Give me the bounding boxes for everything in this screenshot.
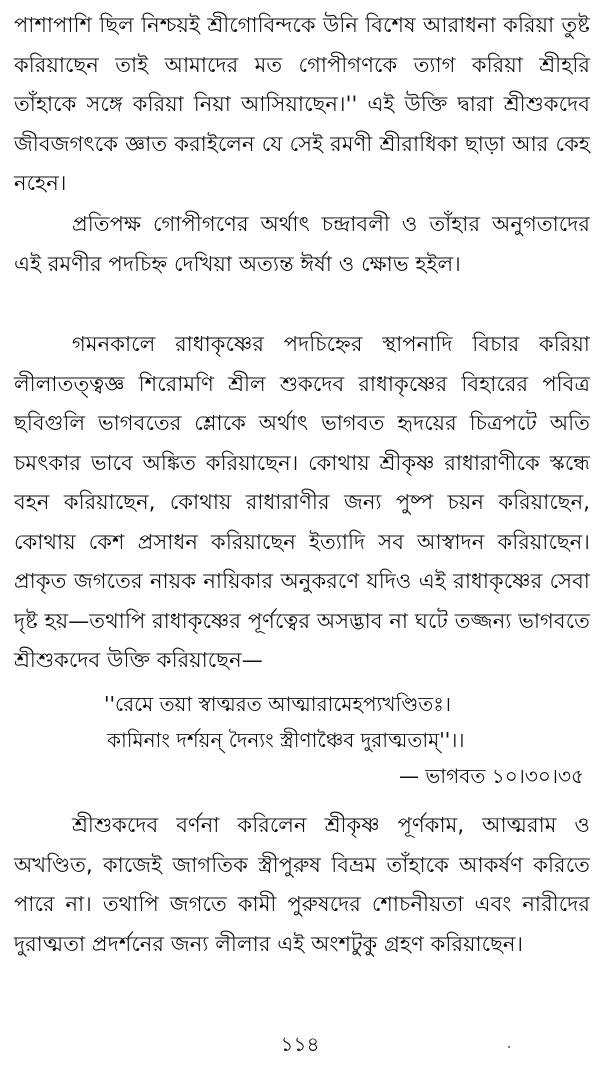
page-number: ১১৪ (280, 1032, 320, 1056)
paragraph-3: গমনকালে রাধাকৃষ্ণের পদচিহ্নের স্থাপনাদি বিচার করিয়া লীলাতত্ত্বজ্ঞ শিরোমণি শ্রীল শুকদেব রাধাকৃষ্ণের বিহারের পবিত্র ছবিগুলি ভাগবতের শ্লোকে অর্থাৎ ভাগবত হৃদয়ের চিত্রপটে অতি চমৎকার ভাবে অঙ্কিত করিয়াছেন। কোথায় শ্রীকৃষ্ণ রাধারাণীকে স্কন্ধে বহন করিয়াছেন, কোথায় রাধারাণীর জন্য পুষ্প চয়ন করিয়াছেন, কোথায় কেশ প্রসাধন করিয়াছেন ইত্যাদি সব আস্বাদন করিয়াছেন। প্রাকৃত জগতের নায়ক নায়িকার অনুকরণে যদিও এই রাধাকৃষ্ণের সেবা দৃষ্ট হয়—তথাপি রাধাকৃষ্ণের পূর্ণত্বের অসদ্ভাব না ঘটে তজ্জন্য ভাগবতে শ্রীশুকদেব উক্তি করিয়াছেন— (14, 332, 590, 672)
paragraph-4: শ্রীশুকদেব বর্ণনা করিলেন শ্রীকৃষ্ণ পূর্ণকাম, আত্মরাম ও অখণ্ডিত, কাজেই জাগতিক স্ত্রীপুরুষ বিভ্রম তাঁহাকে আকর্ষণ করিতে পারে না। তথাপি জগতে কামী পুরুষদের শোচনীয়তা এবং নারীদের দুরাত্মতা প্রদর্শনের জন্য লীলার এই অংশটুকু গ্রহণ করিয়াছেন। (14, 813, 590, 956)
verse-reference: — ভাগবত ১০।৩০।৩৫ (399, 764, 584, 788)
paragraph-2: প্রতিপক্ষ গোপীগণের অর্থাৎ চন্দ্রাবলী ও তাঁহার অনুগতাদের এই রমণীর পদচিহ্ন দেখিয়া অত্যন্ত ঈর্ষা ও ক্ষোভ হইল। (14, 212, 590, 276)
print-speck (508, 1046, 510, 1048)
paragraph-1: পাশাপাশি ছিল নিশ্চয়ই শ্রীগোবিন্দকে উনি বিশেষ আরাধনা করিয়া তুষ্ট করিয়াছেন তাই আমাদের মত গোপীগণকে ত্যাগ করিয়া শ্রীহরি তাঁহাকে সঙ্গে করিয়া নিয়া আসিয়াছেন।'' এই উক্তি দ্বারা শ্রীশুকদেব জীবজগৎকে জ্ঞাত করাইলেন যে সেই রমণী শ্রীরাধিকা ছাড়া আর কেহ নহেন। (14, 13, 590, 195)
verse-line-2: কামিনাং দর্শয়ন্ দৈন্যং স্ত্রীণাঞ্চৈব দুরাত্মতাম্''।। (107, 728, 465, 752)
verse-line-1: ''রেমে তয়া স্বাত্মরত আত্মারামেহপ্যখণ্ডিতঃ। (104, 692, 452, 716)
